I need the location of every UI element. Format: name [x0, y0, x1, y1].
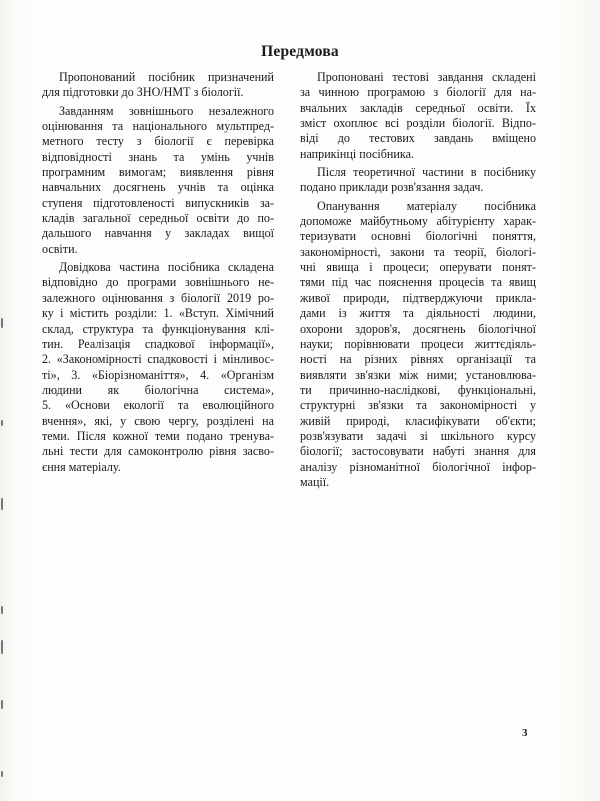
paragraph	[42, 104, 274, 257]
text-line: аналізу різноманітної біологічної інфор-	[300, 459, 536, 474]
text-line: науки; порівнювати процеси життєдіяль-	[300, 336, 536, 351]
text-line: відповідності знань та умінь учнів	[42, 149, 274, 164]
paragraph	[300, 199, 536, 491]
text-line: теризувати основні біологічні поняття,	[300, 229, 536, 244]
paragraph	[300, 165, 536, 196]
text-line: за чинною програмою з біології для на-	[300, 85, 536, 100]
text-line: чні явища і процеси; оперувати понят-	[300, 260, 536, 275]
text-line: ти причинно-наслідкові, функціональні,	[300, 382, 536, 397]
text-line: дами із життя та діяльності людини,	[300, 306, 536, 321]
text-line: вчення», які, у свою чергу, розділені на	[42, 413, 274, 428]
text-line: живої природи, підтверджуючи прикла-	[300, 290, 536, 305]
text-line: навчальних досягнень учнів та оцінка	[42, 180, 274, 195]
text-line: Опанування матеріалу посібника	[317, 198, 536, 213]
page-number: 3	[522, 727, 528, 739]
page-title: Передмова	[261, 43, 339, 60]
text-line: віді до тестових завдань вміщено	[300, 131, 536, 146]
text-line: тин. Реалізація спадкової інформації»,	[42, 336, 274, 351]
paragraph	[42, 70, 274, 101]
text-line: Пропонований посібник призначений	[59, 70, 274, 84]
text-line: льні тести для самоконтролю рівня засво-	[42, 444, 274, 459]
text-line: склад, структура та функціонування клі-	[42, 321, 274, 336]
text-line: Пропоновані тестові завдання складені	[317, 70, 536, 84]
text-line: Завданням зовнішнього незалежного	[59, 103, 274, 118]
text-line: структурні зв'язки та закономірності у	[300, 398, 536, 413]
text-line: залежного оцінювання з біології 2019 ро-	[42, 290, 274, 305]
text-line: програмним вимогам; виявлення рівня	[42, 165, 274, 180]
text-line: живій природі, класифікувати об'єкти;	[300, 413, 536, 428]
text-line: ку і містить розділи: 1. «Вступ. Хімічний	[42, 306, 274, 321]
text-line: подано приклади розв'язання задач.	[300, 180, 484, 195]
text-line: оцінювання та національного мультпред-	[42, 119, 274, 134]
paragraph	[42, 260, 274, 475]
text-line: ті», 3. «Біорізноманіття», 4. «Організм	[42, 367, 274, 382]
text-line: мації.	[300, 474, 330, 489]
text-line: ступеня підготовленості випускників за-	[42, 195, 274, 210]
text-line: наприкінці посібника.	[300, 146, 414, 161]
text-line: Після теоретичної частини в посібнику	[317, 165, 536, 180]
text-line: дальшого навчання у закладах вищої	[42, 226, 274, 241]
text-line: біології; застосовувати набуті знання для	[300, 444, 536, 459]
left-column	[42, 70, 274, 475]
text-line: 5. «Основи екології та еволюційного	[42, 398, 274, 413]
text-line: Довідкова частина посібника складена	[59, 260, 274, 275]
text-line: метного тесту з біології є перевірка	[42, 134, 274, 149]
text-line: допоможе майбутньому абітурієнту харак-	[300, 214, 536, 229]
text-line: тями під час пояснення процесів та явищ	[300, 275, 536, 290]
text-line: закономірності, закони та теорії, біологі-	[300, 244, 536, 259]
text-line: теми. Після кожної теми подано тренува-	[42, 428, 274, 443]
text-line: 2. «Закономірності спадковості і мінливос-	[42, 352, 274, 367]
text-line: ності на різних рівнях організації та	[300, 352, 536, 367]
right-column	[300, 70, 536, 490]
text-line: відповідно до програми зовнішнього не-	[42, 275, 274, 290]
text-line: для підготовки до ЗНО/НМТ з біології.	[42, 85, 244, 100]
text-line: людини як біологічна система»,	[42, 382, 274, 397]
text-line: кладів загальної середньої освіти до по-	[42, 211, 274, 226]
text-line: єння матеріалу.	[42, 459, 121, 474]
text-line: виявляти зв'язки між ними; установлюва-	[300, 367, 536, 382]
text-line: освіти.	[42, 241, 78, 256]
scan-edge-marks	[0, 0, 6, 801]
paragraph	[300, 70, 536, 162]
text-line: розв'язувати задачі зі шкільного курсу	[300, 428, 536, 443]
text-line: зміст охоплює всі розділи біології. Відпо-	[300, 116, 536, 131]
text-line: охорони здоров'я, досягнень біологічної	[300, 321, 536, 336]
text-line: вчальних закладів середньої освіти. Їх	[300, 100, 536, 115]
